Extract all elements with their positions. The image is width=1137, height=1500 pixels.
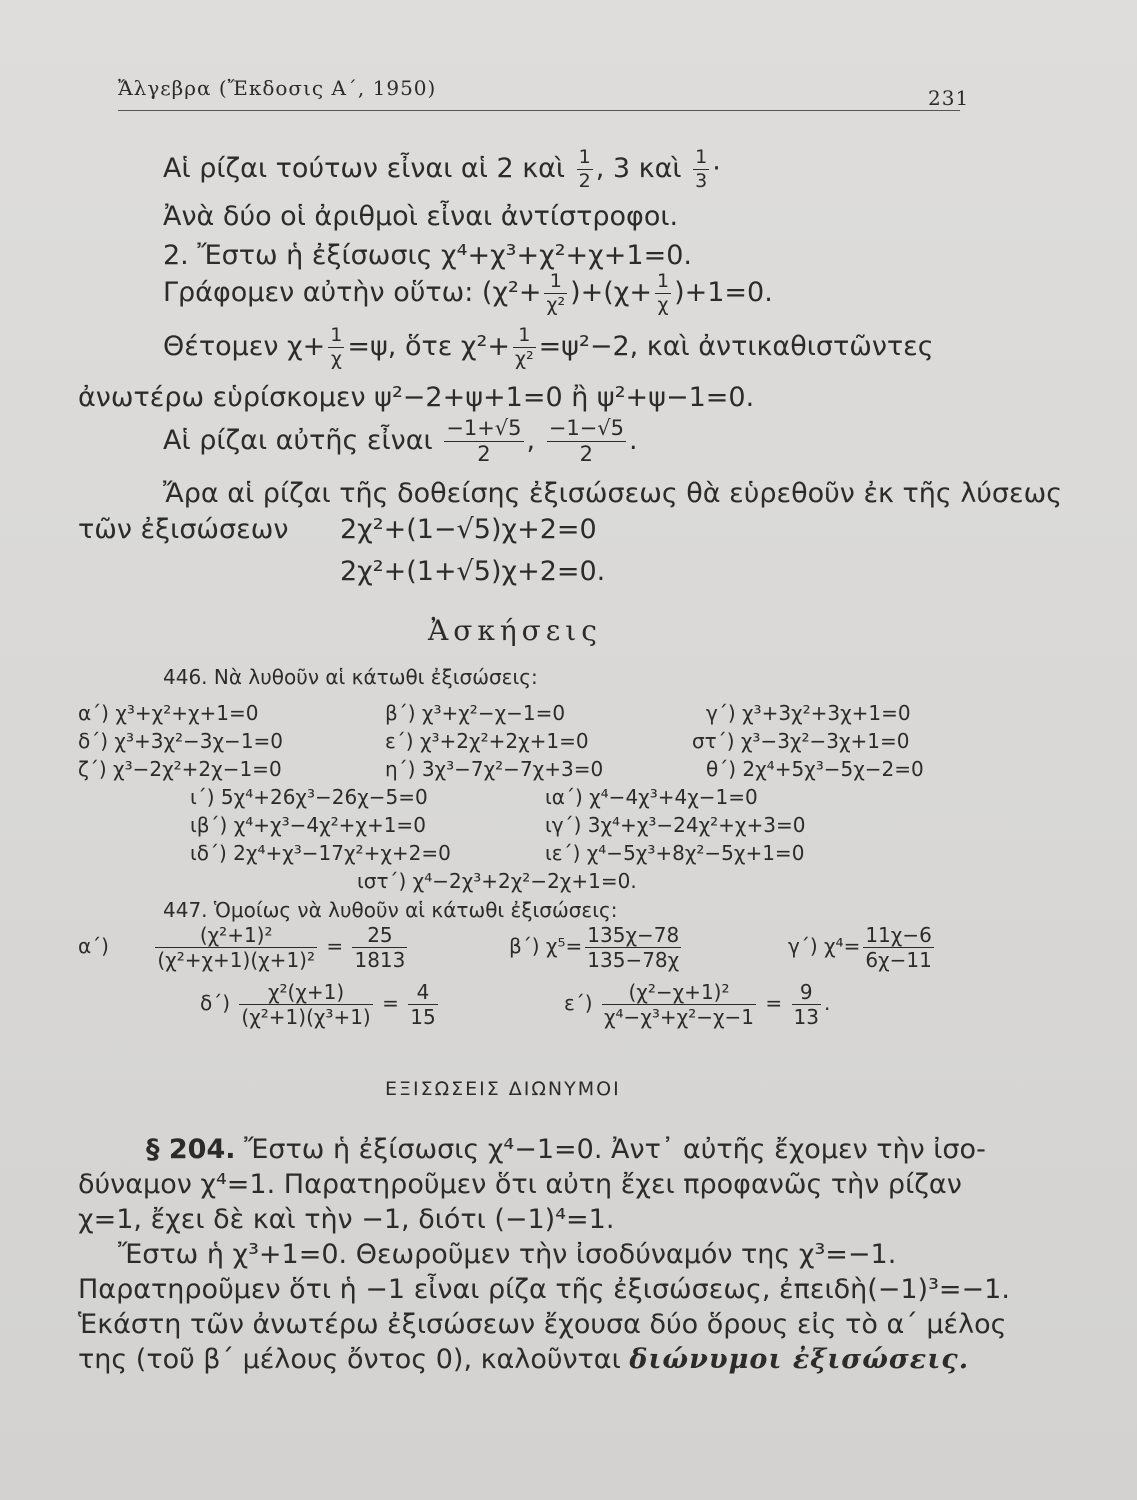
exercise-item: στ΄) χ³−3χ²−3χ+1=0 (692, 729, 910, 753)
resulting-equation-line: ἀνωτέρω εὑρίσκομεν ψ²−2+ψ+1=0 ἢ ψ²+ψ−1=0. (78, 382, 755, 413)
equations-label: τῶν ἐξισώσεων (78, 514, 289, 545)
exercise-447-intro: 447. Ὁμοίως νὰ λυθοῦν αἱ κάτωθι ἐξισώσεις: (163, 898, 618, 922)
section-204-line3: χ=1, ἔχει δὲ καὶ τὴν −1, διότι (−1)⁴=1. (78, 1204, 615, 1235)
exercise-447-c: γ΄) χ⁴= $\frac{11\chi-6}{6\chi-11}$ (788, 923, 932, 972)
exercise-item: η΄) 3χ³−7χ²−7χ+3=0 (385, 757, 604, 781)
quadratic-equation-2: 2χ²+(1+√5)χ+2=0. (340, 556, 606, 587)
rewrite-line: Γράφομεν αὐτὴν οὕτω: (χ²+ $\frac{1}{\text{χ²}}$ )+(χ+ $\frac{1}{\chi}$ )+1=0. (163, 270, 773, 316)
page-number: 231 (928, 86, 970, 110)
psi-roots-line: Αἱ ρίζαι αὐτῆς εἶναι $\frac{-1+√5}{2}$ , $\frac{-1-√5}{2}$ . (163, 416, 638, 466)
section-204-line1: § 204. Ἔστω ἡ ἐξίσωσις χ⁴−1=0. Ἀντ᾽ αὐτῆς ἔχομεν τὴν ἰσο- (146, 1134, 986, 1165)
fraction-one-over-chi-squared: $\frac{1}{\text{χ²}}$ (514, 324, 534, 370)
fraction-root-minus: $\frac{-1-√5}{2}$ (548, 416, 625, 466)
equation-statement: 2. Ἔστω ἡ ἐξίσωσις χ⁴+χ³+χ²+χ+1=0. (163, 240, 692, 271)
fraction-one-over-chi-squared: $\frac{1}{\text{χ²}}$ (546, 270, 566, 316)
section-204-line2: δύναμον χ⁴=1. Παρατηροῦμεν ὅτι αὐτη ἔχει προφανῶς τὴν ρίζαν (78, 1169, 962, 1200)
exercise-item: β΄) χ³+χ²−χ−1=0 (385, 701, 566, 725)
exercise-item: ι΄) 5χ⁴+26χ³−26χ−5=0 (190, 785, 428, 809)
exercise-item: θ΄) 2χ⁴+5χ³−5χ−2=0 (706, 757, 924, 781)
section-heading: ΕΞΙΣΩΣΕΙΣ ΔΙΩΝΥΜΟΙ (385, 1078, 621, 1100)
exercise-446-intro: 446. Νὰ λυθοῦν αἱ κάτωθι ἐξισώσεις: (163, 665, 538, 689)
roots-text: Αἱ ρίζαι τούτων εἶναι αἱ 2 καὶ (163, 153, 566, 184)
exercise-item: ιστ΄) χ⁴−2χ³+2χ²−2χ+1=0. (357, 869, 637, 893)
paragraph2-line4: της (τοῦ β΄ μέλους ὄντος 0), καλοῦνται διώνυμοι ἐξισώσεις. (78, 1344, 970, 1375)
substitution-line: Θέτομεν χ+ $\frac{1}{\chi}$ =ψ, ὅτε χ²+ $\frac{1}{\text{χ²}}$ =ψ²−2, καὶ ἀντικαθιστῶντες (163, 324, 934, 370)
exercise-item: ιβ΄) χ⁴+χ³−4χ²+χ+1=0 (190, 813, 426, 837)
fraction-root-plus: $\frac{-1+√5}{2}$ (446, 416, 522, 466)
exercise-item: α΄) χ³+χ²+χ+1=0 (78, 701, 259, 725)
exercise-item: ζ΄) χ³−2χ²+2χ−1=0 (78, 757, 282, 781)
exercise-item: ε΄) χ³+2χ²+2χ+1=0 (385, 729, 589, 753)
exercise-447-d: δ΄) $\frac{\text{χ²(χ+1)}}{\text{(χ²+1)(χ³+1)}}$ = $\frac{4}{15}$ (200, 980, 436, 1029)
exercise-item: δ΄) χ³+3χ²−3χ−1=0 (78, 729, 284, 753)
fraction-one-over-chi: $\frac{1}{\chi}$ (657, 270, 670, 316)
running-header: Ἄλγεβρα (Ἔκδοσις Α΄, 1950) (118, 76, 437, 100)
conclusion-line: Ἄρα αἱ ρίζαι τῆς δοθείσης ἐξισώσεως θὰ εὑρεθοῦν ἐκ τῆς λύσεως (163, 478, 1063, 509)
exercise-item: γ΄) χ³+3χ²+3χ+1=0 (706, 701, 911, 725)
fraction-one-third: $\frac{1}{3}$ (695, 146, 708, 192)
emphasized-term: διώνυμοι ἐξισώσεις. (629, 1344, 970, 1375)
paragraph2-line2: Παρατηροῦμεν ὅτι ἡ −1 εἶναι ρίζα τῆς ἐξισώσεως, ἐπειδὴ(−1)³=−1. (78, 1274, 1010, 1305)
exercise-item: ιγ΄) 3χ⁴+χ³−24χ²+χ+3=0 (545, 813, 806, 837)
exercise-item: ιδ΄) 2χ⁴+χ³−17χ²+χ+2=0 (190, 841, 451, 865)
roots-line: Αἱ ρίζαι τούτων εἶναι αἱ 2 καὶ $\frac{1}{2}$ , 3 καὶ $\frac{1}{3}$ · (163, 146, 721, 192)
exercise-447-e: ε΄) $\frac{\text{(χ²−χ+1)²}}{\text{χ⁴−χ³+χ²−χ−1}}$ = $\frac{9}{13}$ . (564, 980, 831, 1029)
quadratic-equation-1: 2χ²+(1−√5)χ+2=0 (340, 514, 597, 545)
roots-mid: , 3 καὶ (595, 153, 682, 184)
exercise-item: ιε΄) χ⁴−5χ³+8χ²−5χ+1=0 (545, 841, 805, 865)
paragraph2-line3: Ἑκάστη τῶν ἀνωτέρω ἐξισώσεων ἔχουσα δύο ὅρους εἰς τὸ α΄ μέλος (78, 1309, 1007, 1340)
header-rule (118, 110, 960, 111)
exercise-447-a: α΄) $\frac{\text{(χ²+1)²}}{\text{(χ²+χ+1)(χ+1)²}}$ = $\frac{25}{1813}$ (78, 923, 406, 972)
exercise-item: ια΄) χ⁴−4χ³+4χ−1=0 (545, 785, 758, 809)
fraction-one-half: $\frac{1}{2}$ (578, 146, 591, 192)
paragraph2-line1: Ἔστω ἡ χ³+1=0. Θεωροῦμεν τὴν ἰσοδύναμόν της χ³=−1. (118, 1239, 897, 1270)
fraction-one-over-chi: $\frac{1}{\chi}$ (330, 324, 343, 370)
exercise-447-b: β΄) χ⁵= $\frac{135\chi-78}{135-78\chi}$ (509, 923, 680, 972)
reciprocal-line: Ἀνὰ δύο οἱ ἀριθμοὶ εἶναι ἀντίστροφοι. (163, 201, 679, 232)
exercises-title: Ἀσκήσεις (428, 614, 602, 647)
